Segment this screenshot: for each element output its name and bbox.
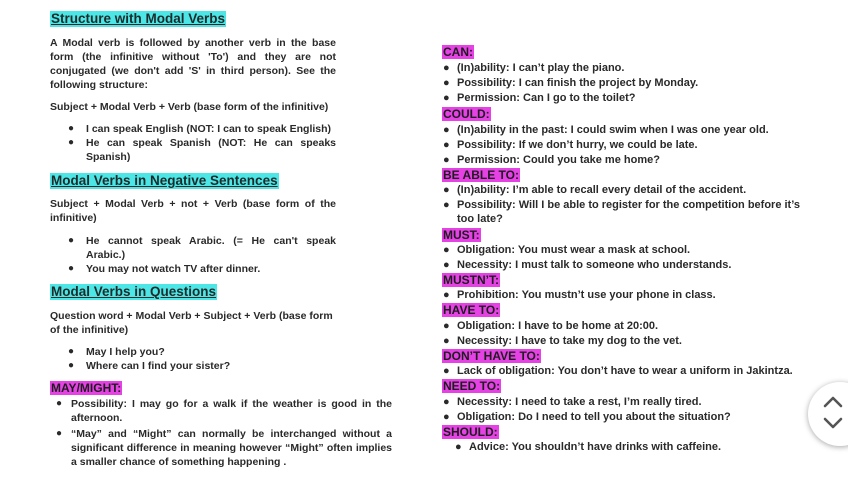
negative-formula: Subject + Modal Verb + not + Verb (base form of the infinitive)	[50, 198, 336, 224]
structure-formula: Subject + Modal Verb + Verb (base form of the infinitive)	[50, 101, 329, 113]
bullet: ●	[443, 92, 450, 104]
bullet: ●	[443, 77, 450, 89]
chevron-down-icon[interactable]	[822, 416, 844, 430]
bullet: ●	[68, 346, 75, 357]
list-item: ● May I help you?	[68, 346, 165, 358]
heading-dont-have-to: DON’T HAVE TO:	[443, 349, 540, 363]
bullet: ●	[443, 396, 450, 408]
heading-negative: Modal Verbs in Negative Sentences	[51, 173, 278, 188]
list-item: ● Possibility: I may go for a walk if the weather is good in the afternoon.	[56, 398, 392, 424]
bullet: ●	[443, 139, 450, 151]
bullet: ●	[443, 154, 450, 166]
bullet: ●	[443, 244, 450, 256]
list-item: ● Possibility: Will I be able to register for the competition before it’s too late?	[443, 199, 800, 225]
intro-paragraph: A Modal verb is followed by another verb in the base form (the infinitive without 'To') and they are not conjugated (we don't add 'S' in third person). See the following structure:	[50, 37, 336, 91]
heading-should: SHOULD:	[443, 425, 498, 439]
bullet: ●	[443, 365, 450, 377]
bullet: ●	[68, 235, 75, 246]
heading-must: MUST:	[443, 228, 480, 242]
heading-have-to: HAVE TO:	[443, 303, 500, 317]
bullet: ●	[443, 259, 450, 271]
heading-be-able-to: BE ABLE TO:	[443, 168, 520, 182]
heading-questions: Modal Verbs in Questions	[51, 284, 217, 299]
list-item: ● Where can I find your sister?	[68, 360, 231, 372]
chevron-up-icon[interactable]	[822, 395, 844, 409]
bullet: ●	[443, 335, 450, 347]
heading-mustnt: MUSTN’T:	[443, 273, 499, 287]
bullet: ●	[68, 137, 75, 148]
list-item: ● I can speak English (NOT: I can to speak English)	[68, 123, 332, 135]
bullet: ●	[443, 320, 450, 332]
bullet: ●	[443, 289, 450, 301]
bullet: ●	[68, 263, 75, 274]
scroll-navigation-widget[interactable]	[808, 382, 848, 446]
heading-structure: Structure with Modal Verbs	[51, 11, 226, 26]
list-item: ● You may not watch TV after dinner.	[68, 263, 261, 275]
list-item: ● “May” and “Might” can normally be interchanged without a significant difference in meaning however “Might” often implies a smaller chance of something happening .	[56, 428, 392, 468]
bullet: ●	[56, 428, 63, 439]
heading-can: CAN:	[443, 45, 473, 59]
bullet: ●	[443, 199, 450, 211]
bullet: ●	[455, 441, 462, 453]
bullet: ●	[56, 398, 63, 409]
bullet: ●	[443, 411, 450, 423]
list-item: ● He cannot speak Arabic. (= He can't speak Arabic.)	[68, 235, 336, 261]
bullet: ●	[68, 360, 75, 371]
heading-could: COULD:	[443, 107, 490, 121]
question-formula: Question word + Modal Verb + Subject + Verb (base form of the infinitive)	[50, 310, 333, 336]
bullet: ●	[443, 62, 450, 74]
bullet: ●	[443, 184, 450, 196]
bullet: ●	[68, 123, 75, 134]
bullet: ●	[443, 124, 450, 136]
list-item: ● He can speak Spanish (NOT: He can speaks Spanish)	[68, 137, 336, 163]
heading-may-might: MAY/MIGHT:	[51, 381, 122, 395]
heading-need-to: NEED TO:	[443, 379, 501, 393]
